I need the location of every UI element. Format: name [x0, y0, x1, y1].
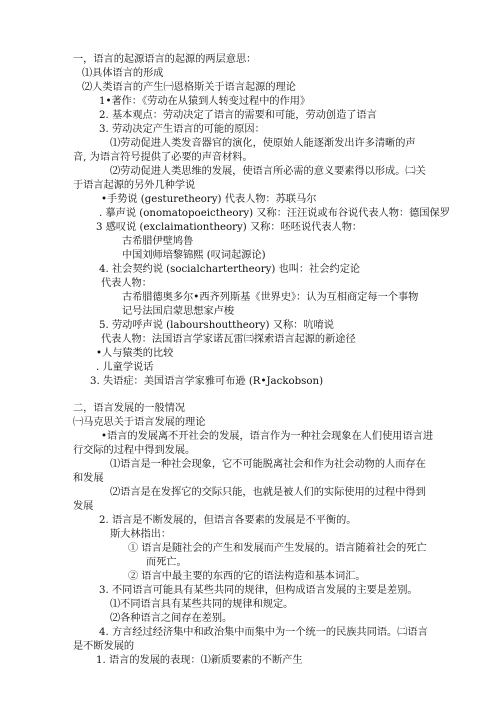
text-line: . 儿童学说话	[96, 362, 154, 373]
section-heading-origin: 一，语言的起源语言的起源的两层意思：	[73, 54, 257, 65]
text-line: 4. 方言经过经济集中和政治集中而集中为一个统一的民族共同语。㈡语言	[99, 627, 428, 638]
text-line: ㈠马克思关于语言发展的理论	[73, 417, 206, 428]
text-line: 于语言起源的另外几种学说	[73, 180, 196, 191]
text-line: 斯大林指出：	[110, 529, 172, 540]
text-line: ⑵语言是在发挥它的交际只能，也就是被人们的实际使用的过程中得到	[110, 487, 426, 498]
text-line: 和发展	[73, 473, 104, 484]
text-line: 3. 失语症：美国语言学家雅可布逊 (R•Jackobson)	[90, 376, 324, 387]
text-line: ② 语言中最主要的东西的它的语法构造和基本词汇。	[128, 571, 366, 582]
text-line: 是不断发展的	[73, 641, 135, 652]
text-line: . 摹声说 (onomatopoeictheory) 又称：汪汪说或布谷说代表人物：德国保罗	[99, 208, 450, 219]
text-line: ⑴劳动促进人类发音器官的演化，使原始人能逐渐发出许多清晰的声	[110, 138, 416, 149]
text-line: ① 语言是随社会的产生和发展而产生发展的。语言随着社会的死亡	[128, 543, 427, 554]
text-line: 古希腊德奥多尔•西齐列斯基《世界史》：认为互相商定每一个事物	[122, 292, 419, 303]
text-line: 记号法国启蒙思想家卢梭	[122, 306, 235, 317]
text-line: ⑵劳动促进人类思维的发展，使语言所必需的意义要素得以形成。㈡关	[110, 166, 426, 177]
section-heading-development: 二，语言发展的一般情况	[73, 403, 186, 414]
text-line: ⑴不同语言具有某些共同的规律和规定。	[110, 599, 294, 610]
text-line: 发展	[73, 501, 94, 512]
text-line: 古希腊伊壁鸠鲁	[122, 236, 194, 247]
text-line: 代表人物：法国语言学家诺瓦雷㈢探索语言起源的新途径	[101, 334, 356, 345]
text-line: ⑴具体语言的形成	[82, 68, 164, 79]
text-line: •手势说 (gesturetheory) 代表人物：苏联马尔	[101, 194, 317, 205]
text-line: 5. 劳动呼声说 (labourshouttheory) 又称：吭唷说	[99, 320, 334, 331]
text-line: 2. 语言是不断发展的，但语言各要素的发展是不平衡的。	[99, 515, 357, 526]
text-line: 1•著作：《劳动在从猿到人转变过程中的作用》	[99, 96, 311, 107]
text-line: 音, 为语言符号提供了必要的声音材料。	[73, 152, 253, 163]
text-line: 中国刘师培黎锦熙 (叹词起源论)	[122, 250, 266, 261]
text-line: •人与猿类的比较	[96, 348, 174, 359]
text-line: 2. 基本观点：劳动决定了语言的需要和可能，劳动创造了语言	[99, 110, 377, 121]
text-line: 行交际的过程中得到发展。	[73, 445, 196, 456]
text-line: 4. 社会契约说 (socialchartertheory) 也叫：社会约定论	[99, 264, 361, 275]
text-line: ⑴语言是一种社会现象，它不可能脱离社会和作为社会动物的人而存在	[110, 459, 426, 470]
text-line: ⑵人类语言的产生㈠恩格斯关于语言起源的理论	[82, 82, 296, 93]
text-line: 3 感叹说 (exclaimationtheory) 又称：呸呸说代表人物：	[96, 222, 363, 233]
text-line: 1. 语言的发展的表现：⑴新质要素的不断产生	[96, 655, 303, 666]
text-line: •语言的发展离不开社会的发展，语言作为一种社会现象在人们使用语言进	[101, 431, 434, 442]
text-line: ⑵各种语言之间存在差别。	[110, 613, 233, 624]
text-line: 代表人物：	[101, 278, 152, 289]
text-line: 3. 不同语言可能具有某些共同的规律，但构成语言发展的主要是差别。	[99, 585, 418, 596]
text-line: 而死亡。	[146, 557, 187, 568]
text-line: 3. 劳动决定产生语言的可能的原因：	[99, 124, 265, 135]
